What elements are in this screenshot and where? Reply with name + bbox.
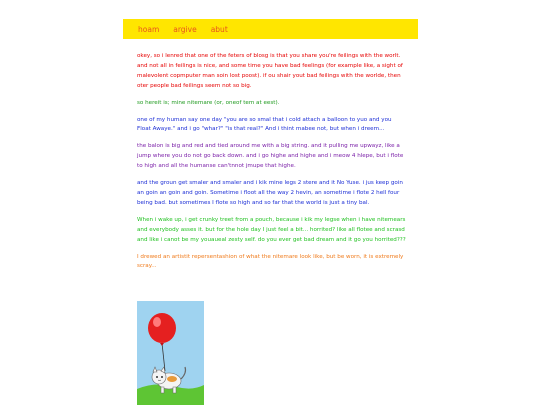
post-paragraph-story-3: and the groun get smaler and smaler and i kik mine legs 2 stere and it No Yuse. i jus keep goin an goin an goin and goin. Sometime i floot all the way 2 hevin, an sometime i flote 2 hell four being bad. but sometimes I flote so high and so far that the world is just a tiny bal. bbox=[137, 180, 403, 206]
post-paragraph-heading: so hereit is; mine nitemare (or, oneof tem at eest). bbox=[137, 99, 280, 106]
post-paragraph-wakeup: When i wake up, i get crunky treet from a pouch, because i kik my legse when i have nitemears and everybody asses it. but for the hole day I just feel a bit... horrited? like all flotee and scrasd and like i canot be my youaueal zesty self. do you ever get bad dream and it go you horrited??? bbox=[137, 216, 406, 243]
balloon-cat-illustration bbox=[137, 301, 204, 405]
top-nav-bar bbox=[123, 19, 418, 39]
blog-post bbox=[137, 52, 407, 279]
post-paragraph-drawing-intro: I drewed an artistit repersentashion of what the nitemare look like, but be worn, it is extremely scray... bbox=[137, 253, 404, 270]
nav-link-archive[interactable]: argive bbox=[173, 24, 197, 34]
post-paragraph-intro: okey, so i lenred that one of the feters of blosg is that you share you're feilings with the worlt. and not all in feilings is nice, and some time you have bad feelings (for example like, a sight of malevolent copmputer man soin lost poost). if ou shair yout bad feilings with the worlde, then oter people bad feilings seem not so big. bbox=[137, 53, 403, 89]
nav-link-home[interactable]: hoam bbox=[138, 24, 160, 34]
nav-link-about[interactable]: abut bbox=[210, 24, 228, 34]
nightmare-drawing bbox=[137, 301, 204, 405]
post-paragraph-story-2: the balon is big and red and tied around me with a big string. and it pulling me upwayz, like a jump where you do not go back down. and i go highe and highe and i meow 4 hlepe, but i flote to high and all the humanse can'tnnot jmupe that highe. bbox=[137, 143, 404, 170]
post-paragraph-story-1: one of my human say one day "you are so smal that i cold attach a balloon to yuo and you Float Awaye." and i go "whar?" "is that real?" And i thint mabee not, but when i dreem... bbox=[137, 116, 392, 133]
